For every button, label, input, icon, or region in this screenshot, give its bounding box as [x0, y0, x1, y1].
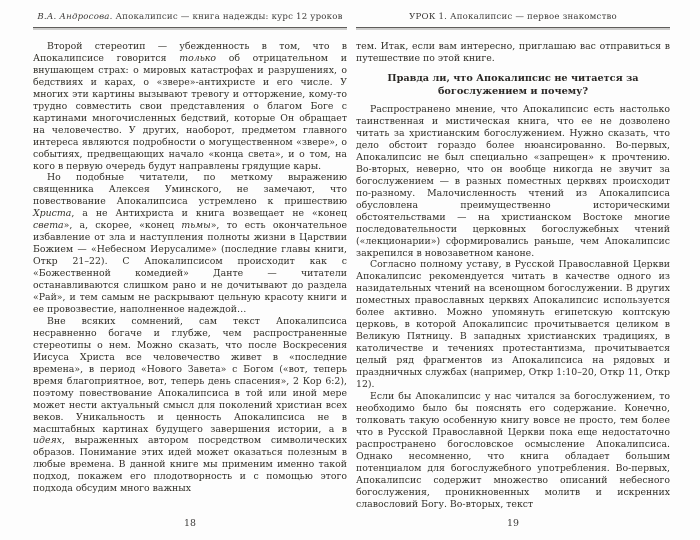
section-heading: Правда ли, что Апокалипсис не читается за богослужением и почему? [387, 72, 639, 97]
italic-text-run: идеях [33, 435, 62, 447]
text-run: Второй стереотип — убежденность в том, что в Апокалипсисе говорится [33, 41, 347, 64]
running-header-left [33, 12, 347, 28]
page-left [33, 0, 347, 540]
paragraph [356, 41, 670, 65]
text-run: Апокалипсис — книга надежды: курс 12 уроков [112, 12, 343, 22]
text-run: Согласно полному уставу, в Русской Православной Церкви Апокалипсис рекомендуется читать в качестве одного из назидательных чтений на всенощном богослужении. В других поместных православных церквях Апокалипсис используется более активно. Можно упомянуть египетскую коптскую церковь, в которой Апокалипсис прочитывается целиком в Великую Пятницу. В западных христианских традициях, в католичестве и течениях протестантизма, прочитывается целый ряд фрагментов из Апокалипсиса на рядовых и праздничных службах (например, Откр 1:10–20, Откр 11, Откр 12). [356, 259, 670, 391]
text-run: », то есть окончательное избавление от зла и наступления полноты жизни в Царствии Божием — «Небесном Иерусалиме» (последние главы книги, Откр 21–22). С Апокалипсисом происходит как с «Божественной комедией» Данте — читатели останавливаются слишком рано и не дочитывают до раздела «Рай», и тем самым не раскрывают цельную красоту книги и ее провозвестие, наполненное надеждой… [33, 220, 347, 315]
italic-text-run: В.А. Андросова. [37, 12, 113, 22]
text-run: УРОК 1. Апокалипсис — первое знакомство [409, 12, 617, 22]
page-body-left [33, 41, 347, 495]
italic-text-run: только [179, 52, 216, 64]
italic-text-run: Христа [33, 208, 72, 220]
text-run: », а, скорее, «конец [63, 220, 182, 232]
text-run: тем. Итак, если вам интересно, приглашаю вас отправиться в путешествие по этой книге. [356, 41, 670, 64]
italic-text-run: тьмы [181, 220, 211, 232]
page-number-left: 18 [184, 518, 196, 529]
text-run: Если бы Апокалипсис у нас читался за богослужением, то необходимо было бы пояснять его содержание. Конечно, толковать такую особенную книгу вовсе не просто, тем более что в Русской Православной Церкви пока еще недостаточно распространено богословское осмысление Апокалипсиса. Однако несомненно, что книга обладает большим потенциалом для богослужебного употребления. Во-первых, Апокалипсис содержит множество описаний небесного богослужения, проникновенных молитв и искренних славословий Богу. Во-вторых, текст [356, 390, 670, 510]
page-number-right: 19 [507, 518, 519, 529]
paragraph [356, 104, 670, 259]
text-run: Распространено мнение, что Апокалипсис есть настолько таинственная и мистическая книга, что ее не дозволено читать за христианским богослужением. Нужно сказать, что дело обстоит гораздо более нюансированно. Во-первых, Апокалипсис не был специально «запрещен» к прочтению. Во-вторых, неверно, что он вообще никогда не звучит за богослужением — в разных поместных церквях происходит по-разному. Малочисленность чтений из Апокалипсиса обусловлена преимущественно историческими обстоятельствами — на христианском Востоке многие последовательности церковных богослужебных чтений («лекционарии») сформировались раньше, чем Апокалипсис закрепился в новозаветном каноне. [356, 104, 670, 259]
text-run: , выраженных автором посредством символических образов. Понимание этих идей может оказаться полезным в любые времена. В данной книге мы применим именно такой подход, покажем его плодотворность и с помощью этого подхода обсудим много важных [33, 435, 347, 495]
page-body-right [356, 41, 670, 511]
paragraph [356, 391, 670, 511]
text-run: Вне всяких сомнений, сам текст Апокалипсиса несравненно богаче и глубже, чем распространенные стереотипы о нем. Можно сказать, что после Воскресения Иисуса Христа все человечество живет в «последние времена», в период «Нового Завета» с Богом («вот, теперь время благоприятное, вот, теперь день спасения», 2 Кор 6:2), поэтому повествование Апокалипсиса в той или иной мере может нести актуальный смысл для поколений христиан всех веков. Уникальность и ценность Апокалипсиса не в масштабных картинах будущего завершения истории, а в [33, 315, 347, 435]
text-run: об отрицательном и внушающем страх: о мировых катастрофах и разрушениях, о бедствиях и карах, о «звере»-антихристе и его числе. У многих эти картины вызывают тревогу и отторжение, кому-то трудно совместить свои представления о благом Боге с картинами многочисленных бедствий, которые Он обращает на человечество. У других, наоборот, предметом главного интереса являются подробности о могущественном «звере», о событиях, предвещающих начало «конца света», и о том, на кого в первую очередь будут направлены грядущие кары. [33, 52, 347, 172]
paragraph [356, 259, 670, 390]
text-run: Но подобные читатели, по меткому выражению священника Алексея Уминского, не замечают, что повествование Апокалипсиса устремлено к пришествию [33, 172, 347, 208]
paragraph [33, 41, 347, 172]
text-run: , а не Антихриста и книга возвещает не «конец [71, 208, 347, 220]
page-right [356, 0, 670, 540]
paragraph [33, 316, 347, 495]
paragraph [33, 172, 347, 315]
running-header-right [356, 12, 670, 28]
italic-text-run: света [33, 220, 64, 232]
